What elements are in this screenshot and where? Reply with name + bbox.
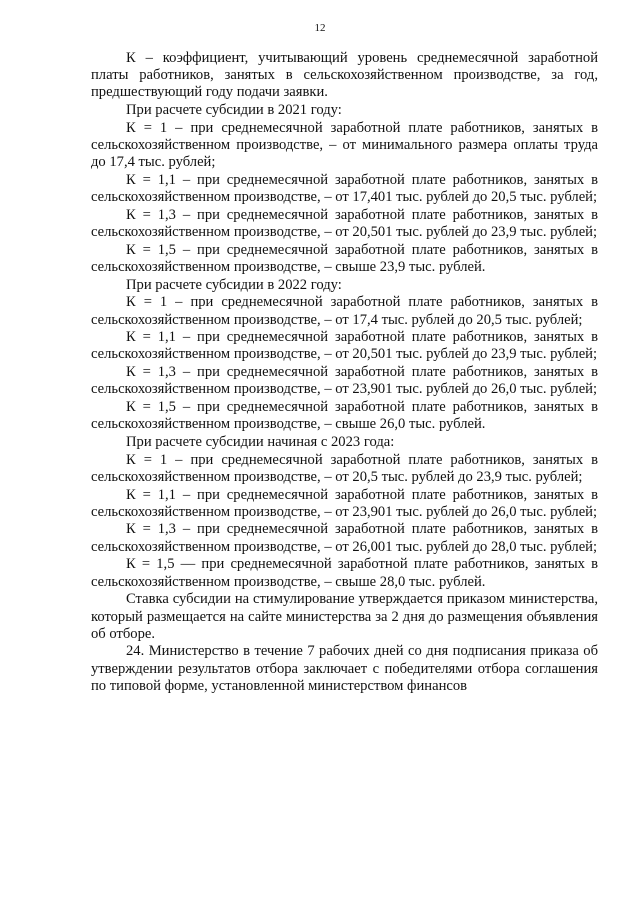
document-body (91, 50, 598, 696)
paragraph-2023-k15: К = 1,5 — при среднемесячной заработной плате работников, занятых в сельскохозяйственном производстве, – свыше 28,0 тыс. рублей. (91, 556, 598, 590)
paragraph-2021-k15: К = 1,5 – при среднемесячной заработной плате работников, занятых в сельскохозяйственном производстве, – свыше 23,9 тыс. рублей. (91, 241, 598, 275)
paragraph-2022-k11: К = 1,1 – при среднемесячной заработной плате работников, занятых в сельскохозяйственном производстве, – от 20,501 тыс. рублей до 23,9 тыс. рублей; (91, 329, 598, 363)
paragraph-2023-k11: К = 1,1 – при среднемесячной заработной плате работников, занятых в сельскохозяйственном производстве, – от 23,901 тыс. рублей до 26,0 тыс. рублей; (91, 486, 598, 520)
paragraph-clause-24: 24. Министерство в течение 7 рабочих дней со дня подписания приказа об утверждении результатов отбора заключает с победителями отбора соглашения по типовой форме, установленной министерством финансов (91, 643, 598, 694)
paragraph-2022-k13: К = 1,3 – при среднемесячной заработной плате работников, занятых в сельскохозяйственном производстве, – от 23,901 тыс. рублей до 26,0 тыс. рублей; (91, 364, 598, 398)
paragraph-2021-k13: К = 1,3 – при среднемесячной заработной плате работников, занятых в сельскохозяйственном производстве, – от 20,501 тыс. рублей до 23,9 тыс. рублей; (91, 206, 598, 241)
paragraph-2022-k1: К = 1 – при среднемесячной заработной плате работников, занятых в сельскохозяйственном производстве, – от 17,4 тыс. рублей до 20,5 тыс. рублей; (91, 294, 598, 328)
paragraph-subsidy-rate: Ставка субсидии на стимулирование утверждается приказом министерства, который размещается на сайте министерства за 2 дня до размещения объявления об отборе. (91, 591, 598, 642)
paragraph-2023-heading: При расчете субсидии начиная с 2023 года: (126, 433, 395, 450)
paragraph-2023-k13: К = 1,3 – при среднемесячной заработной плате работников, занятых в сельскохозяйственном производстве, – от 26,001 тыс. рублей до 28,0 тыс. рублей; (91, 521, 598, 555)
paragraph-2021-heading: При расчете субсидии в 2021 году: (126, 102, 342, 119)
paragraph-2021-k11: К = 1,1 – при среднемесячной заработной плате работников, занятых в сельскохозяйственном производстве, – от 17,401 тыс. рублей до 20,5 тыс. рублей; (91, 171, 598, 206)
paragraph-k-definition: К – коэффициент, учитывающий уровень среднемесячной заработной платы работников, занятых в сельскохозяйственном производстве, за год, предшествующий году подачи заявки. (91, 50, 598, 101)
paragraph-2021-k1: К = 1 – при среднемесячной заработной плате работников, занятых в сельскохозяйственном производстве, – от минимального размера оплаты труда до 17,4 тыс. рублей; (91, 119, 598, 171)
paragraph-2022-k15: К = 1,5 – при среднемесячной заработной плате работников, занятых в сельскохозяйственном производстве, – свыше 26,0 тыс. рублей. (91, 399, 598, 433)
paragraph-2023-k1: К = 1 – при среднемесячной заработной плате работников, занятых в сельскохозяйственном производстве, – от 20,5 тыс. рублей до 23,9 тыс. рублей; (91, 451, 598, 485)
paragraph-2022-heading: При расчете субсидии в 2022 году: (126, 276, 342, 293)
page-number: 12 (314, 22, 326, 34)
